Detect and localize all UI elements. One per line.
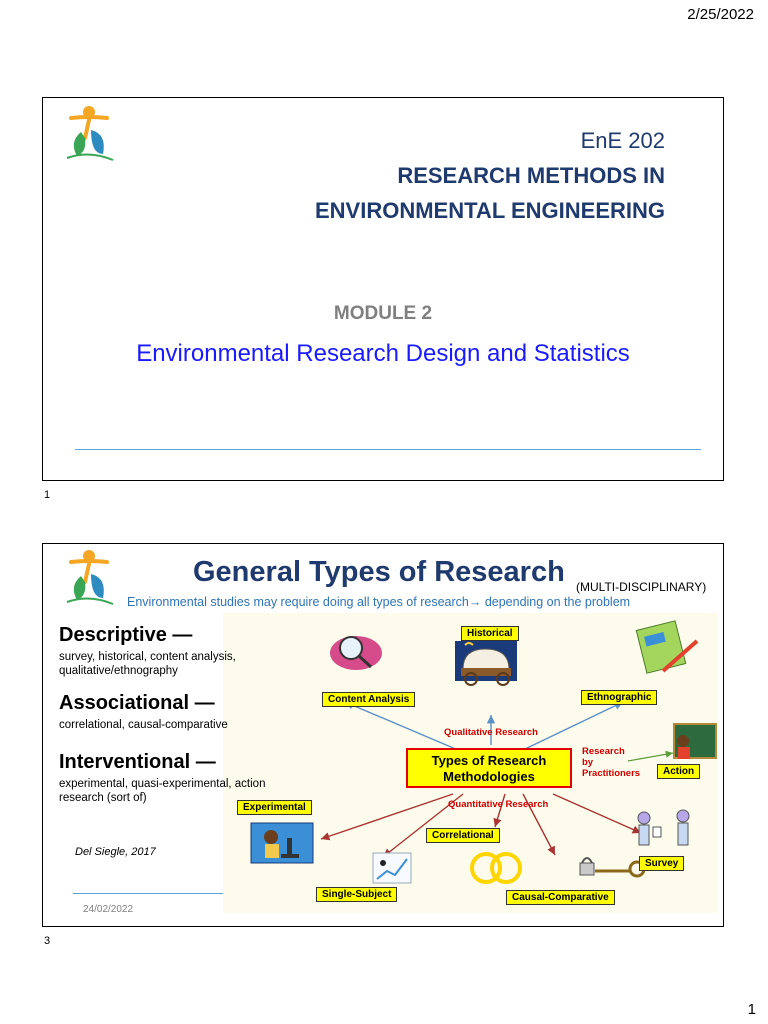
footer-divider <box>73 893 223 894</box>
center-box-line1: Types of Research <box>431 753 547 768</box>
slide-1-number: 1 <box>44 489 51 501</box>
single-subject-chart-icon <box>373 853 411 883</box>
module-label: MODULE 2 <box>333 303 433 324</box>
credit-text: Del Siegle, 2017 <box>75 846 156 858</box>
category-descriptive-heading: Descriptive — <box>59 624 193 646</box>
causal-comparative-lock-icon <box>580 858 644 876</box>
ethnographic-notebook-icon <box>636 621 697 673</box>
quantitative-research-label: Quantitative Research <box>448 799 549 810</box>
course-code: EnE 202 <box>580 128 665 153</box>
leaf-logo-icon <box>63 104 115 162</box>
category-associational-desc: correlational, causal-comparative <box>59 719 228 731</box>
label-single-subject: Single-Subject <box>316 887 397 902</box>
course-title-line1: RESEARCH METHODS IN <box>397 163 665 188</box>
content-analysis-illustration-icon <box>330 636 382 670</box>
leaf-logo-icon <box>63 548 115 606</box>
footer-date: 24/02/2022 <box>83 904 134 915</box>
course-title-line2: ENVIRONMENTAL ENGINEERING <box>315 198 665 223</box>
label-action: Action <box>657 764 700 779</box>
page-date: 2/25/2022 <box>687 6 754 23</box>
label-content-analysis: Content Analysis <box>322 692 415 707</box>
practitioners-line1: Research <box>582 746 625 757</box>
course-title <box>315 158 665 228</box>
category-descriptive-desc: survey, historical, content analysis, qualitative/ethnography <box>59 651 236 677</box>
correlational-circles-icon <box>472 854 520 882</box>
action-research-teacher-icon <box>674 724 716 759</box>
practitioners-line2: by <box>582 757 594 768</box>
slide-3 <box>42 543 724 927</box>
qualitative-arrows <box>345 702 623 750</box>
types-of-research-box <box>406 748 572 788</box>
category-interventional-heading: Interventional — <box>59 751 216 773</box>
experimental-scientist-icon <box>251 823 313 863</box>
slide-1 <box>42 97 724 481</box>
label-causal-comparative: Causal-Comparative <box>506 890 615 905</box>
label-historical: Historical <box>461 626 519 641</box>
qualitative-research-label: Qualitative Research <box>444 727 538 738</box>
historical-wagon-icon <box>455 641 517 685</box>
category-interventional-desc: experimental, quasi-experimental, action research (sort of) <box>59 778 266 804</box>
label-experimental: Experimental <box>237 800 312 815</box>
label-survey: Survey <box>639 856 684 871</box>
practitioners-line3: Practitioners <box>582 768 641 779</box>
center-box-line2: Methodologies <box>443 769 535 784</box>
survey-people-icon <box>638 810 689 845</box>
slide-subtitle: Environmental studies may require doing all types of research→ depending on the problem <box>127 595 631 609</box>
divider-line <box>75 449 701 450</box>
category-associational-heading: Associational — <box>59 692 215 714</box>
label-ethnographic: Ethnographic <box>581 690 657 705</box>
slide-title: General Types of Research <box>193 556 565 588</box>
page-number: 1 <box>747 1001 756 1018</box>
multi-disciplinary-tag: (MULTI-DISCIPLINARY) <box>576 580 707 594</box>
module-subtitle: Environmental Research Design and Statistics <box>136 340 630 367</box>
practitioners-label <box>582 746 640 779</box>
slide-3-number: 3 <box>44 935 51 947</box>
label-correlational: Correlational <box>426 828 500 843</box>
